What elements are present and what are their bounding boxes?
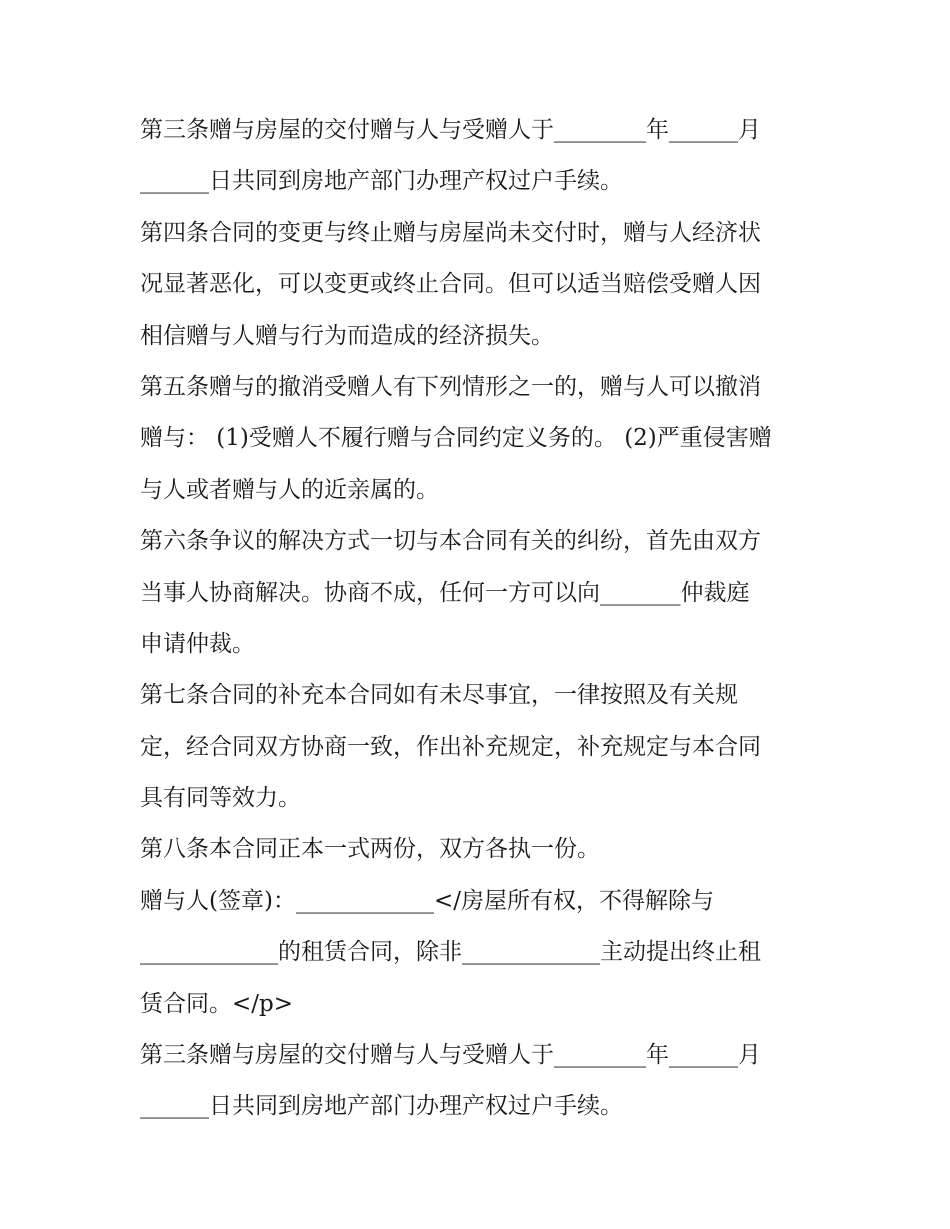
text-line: 相信赠与人赠与行为而造成的经济损失。 bbox=[140, 322, 554, 349]
text-line: 当事人协商解决。协商不成，任何一方可以向_______仲裁庭 bbox=[140, 579, 750, 606]
text-line: 赠与： (1)受赠人不履行赠与合同约定义务的。 (2)严重侵害赠 bbox=[140, 425, 772, 452]
text-line: 具有同等效力。 bbox=[140, 785, 301, 812]
text-line: 第四条合同的变更与终止赠与房屋尚未交付时，赠与人经济状 bbox=[140, 219, 761, 246]
text-line: 第三条赠与房屋的交付赠与人与受赠人于________年______月 bbox=[140, 117, 761, 143]
text-line: 第八条本合同正本一式两份，双方各执一份。 bbox=[140, 836, 600, 863]
text-line: 第三条赠与房屋的交付赠与人与受赠人于________年______月 bbox=[140, 1042, 761, 1069]
text-line: ______日共同到房地产部门办理产权过户手续。 bbox=[140, 1093, 623, 1120]
text-line: 第六条争议的解决方式一切与本合同有关的纠纷，首先由双方 bbox=[140, 528, 761, 555]
text-line: 赁合同。</p> bbox=[140, 990, 294, 1017]
text-line: 况显著恶化，可以变更或终止合同。但可以适当赔偿受赠人因 bbox=[140, 271, 761, 298]
text-line: 第五条赠与的撤消受赠人有下列情形之一的，赠与人可以撤消 bbox=[140, 373, 761, 400]
text-line: 第七条合同的补充本合同如有未尽事宜，一律按照及有关规 bbox=[140, 682, 738, 709]
text-line: 申请仲裁。 bbox=[140, 630, 255, 657]
text-line: ____________的租赁合同，除非____________主动提出终止租 bbox=[140, 939, 761, 966]
document-body bbox=[140, 105, 830, 1133]
text-line: ______日共同到房地产部门办理产权过户手续。 bbox=[140, 168, 623, 195]
text-line: 赠与人(签章)：____________</房屋所有权，不得解除与 bbox=[140, 887, 714, 914]
text-line: 与人或者赠与人的近亲属的。 bbox=[140, 476, 439, 503]
text-line: 定，经合同双方协商一致，作出补充规定，补充规定与本合同 bbox=[140, 733, 761, 760]
